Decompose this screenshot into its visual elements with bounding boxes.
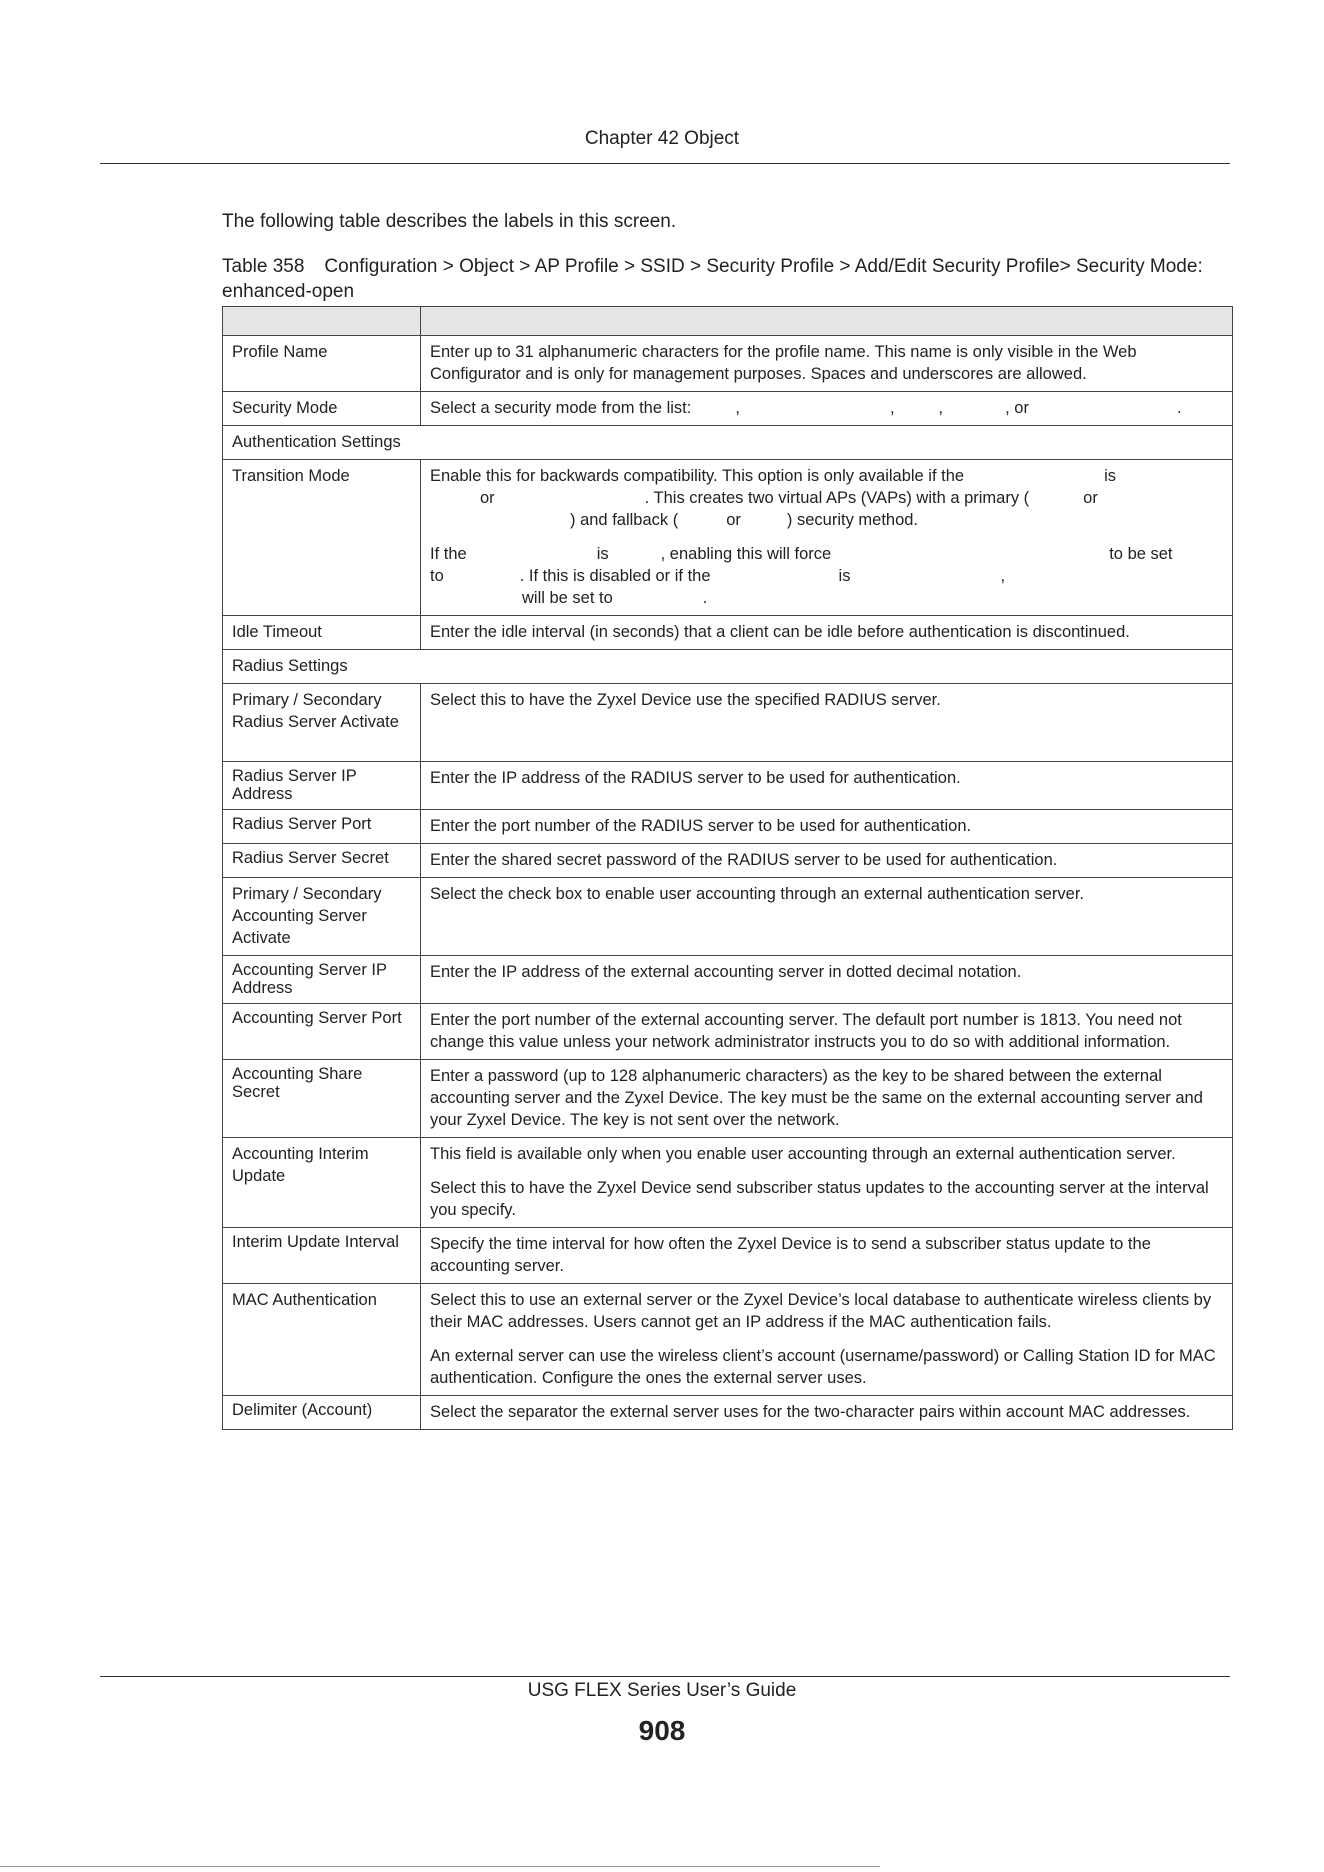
- table-title: Configuration > Object > AP Profile > SSID > Security Profile > Add/Edit Security Profile> Security Mode: enhanced-open: [222, 256, 1203, 302]
- table-row: [223, 1284, 1233, 1396]
- row-description: Enter up to 31 alphanumeric characters for the profile name. This name is only visible in the Web Configurator and is only for management purposes. Spaces and underscores are allowed.: [421, 336, 1233, 392]
- header-cell-description: [421, 307, 1233, 336]
- footer-divider: [100, 1676, 1230, 1677]
- table-row: [223, 616, 1233, 650]
- row-description: Enter a password (up to 128 alphanumeric characters) as the key to be shared between the external accounting server and the Zyxel Device. The key must be the same on the external accounting server and your Zyxel Device. The key is not sent over the network.: [421, 1060, 1233, 1138]
- guide-title: USG FLEX Series User’s Guide: [527, 1680, 797, 1701]
- table-row: [223, 878, 1233, 956]
- row-label: Accounting Server Port: [223, 1004, 421, 1060]
- row-label: Radius Server Port: [223, 810, 421, 844]
- table-row: [223, 956, 1233, 1004]
- table-row: [223, 1138, 1233, 1228]
- row-label: Accounting Server IP Address: [223, 956, 421, 1004]
- row-description: Enter the idle interval (in seconds) that a client can be idle before authentication is discontinued.: [421, 616, 1233, 650]
- row-label: Idle Timeout: [223, 616, 421, 650]
- table-row: [223, 684, 1233, 762]
- table-row: [223, 392, 1233, 426]
- row-description: Select this to have the Zyxel Device use the specified RADIUS server.: [421, 684, 1233, 762]
- table-row: [223, 762, 1233, 810]
- row-description: Select a security mode from the list: , , , , or .: [421, 392, 1233, 426]
- row-description: Enter the port number of the external accounting server. The default port number is 1813. You need not change this value unless your network administrator instructs you to do so with additional information.: [421, 1004, 1233, 1060]
- table-number: Table 358: [222, 256, 305, 277]
- row-label: Security Mode: [223, 392, 421, 426]
- intro-text: The following table describes the labels in this screen.: [222, 211, 677, 232]
- row-label: Radius Server IP Address: [223, 762, 421, 810]
- table-header-row: [223, 307, 1233, 336]
- row-label: Profile Name: [223, 336, 421, 392]
- row-description: Select the check box to enable user accounting through an external authentication server.: [421, 878, 1233, 956]
- row-description: This field is available only when you enable user accounting through an external authentication server. Select this to have the Zyxel Device send subscriber status updates to the accounting server at the interval you specify.: [421, 1138, 1233, 1228]
- row-label: Interim Update Interval: [223, 1228, 421, 1284]
- section-authentication-settings: Authentication Settings: [223, 426, 1233, 460]
- row-description: Enter the IP address of the RADIUS server to be used for authentication.: [421, 762, 1233, 810]
- row-label: Radius Server Secret: [223, 844, 421, 878]
- table-row: [223, 460, 1233, 616]
- row-label: Accounting Interim Update: [223, 1138, 421, 1228]
- chapter-header: Chapter 42 Object: [584, 128, 740, 149]
- row-description: Select this to use an external server or the Zyxel Device’s local database to authenticate wireless clients by their MAC addresses. Users cannot get an IP address if the MAC authentication fails. An external server can use the wireless client’s account (username/password) or Calling Station ID for MAC authentication. Configure the ones the external server uses.: [421, 1284, 1233, 1396]
- row-description: Enable this for backwards compatibility. This option is only available if the is or . This creates two virtual APs (VAPs) with a primary ( or ) and fallback ( or ) security method. If the is , enabling this will force to be set to . If this is disabled or if the is , will be set to .: [421, 460, 1233, 616]
- row-description: Enter the IP address of the external accounting server in dotted decimal notation.: [421, 956, 1233, 1004]
- table-row: [223, 1004, 1233, 1060]
- table-row: [223, 1228, 1233, 1284]
- table-row: [223, 1060, 1233, 1138]
- row-label: Primary / Secondary Accounting Server Activate: [223, 878, 421, 956]
- page-number: 908: [638, 1715, 686, 1746]
- row-description: Enter the port number of the RADIUS server to be used for authentication.: [421, 810, 1233, 844]
- row-description: Select the separator the external server uses for the two-character pairs within account MAC addresses.: [421, 1396, 1233, 1430]
- section-row: [223, 426, 1233, 460]
- row-label: Primary / Secondary Radius Server Activate: [223, 684, 421, 762]
- row-label: Delimiter (Account): [223, 1396, 421, 1430]
- row-label: MAC Authentication: [223, 1284, 421, 1396]
- row-description: Enter the shared secret password of the RADIUS server to be used for authentication.: [421, 844, 1233, 878]
- table-caption: [222, 254, 1232, 304]
- labels-table: [222, 306, 1233, 1430]
- table-row: [223, 844, 1233, 878]
- row-description: Specify the time interval for how often the Zyxel Device is to send a subscriber status update to the accounting server.: [421, 1228, 1233, 1284]
- section-radius-settings: Radius Settings: [223, 650, 1233, 684]
- row-label: Transition Mode: [223, 460, 421, 616]
- section-row: [223, 650, 1233, 684]
- table-row: [223, 336, 1233, 392]
- header-cell-label: [223, 307, 421, 336]
- table-row: [223, 810, 1233, 844]
- bottom-divider: [0, 1866, 880, 1867]
- table-row: [223, 1396, 1233, 1430]
- header-divider: [100, 163, 1230, 164]
- row-label: Accounting Share Secret: [223, 1060, 421, 1138]
